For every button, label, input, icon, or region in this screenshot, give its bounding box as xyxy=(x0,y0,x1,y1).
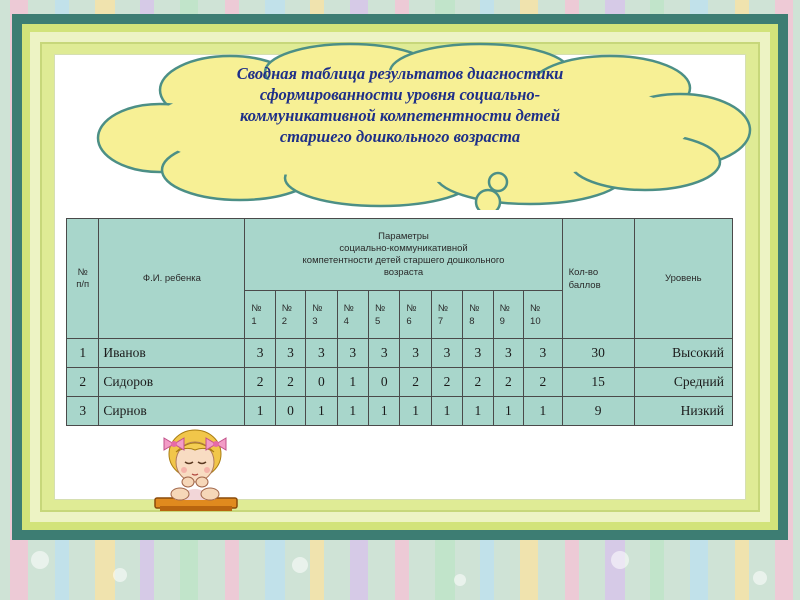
page-title: Сводная таблица результатов диагностики сформированности уровня социально- коммуникативной компетентности детей старшего дошкольного возраста xyxy=(236,64,564,146)
level-cell: Средний xyxy=(634,368,732,397)
score-cell: 1 xyxy=(493,397,523,426)
table-row xyxy=(67,339,733,368)
row-number: 3 xyxy=(67,397,99,426)
score-cell: 3 xyxy=(275,339,305,368)
total-score: 15 xyxy=(562,368,634,397)
score-cell: 2 xyxy=(400,368,431,397)
child-name: Сидоров xyxy=(99,368,245,397)
score-cell: 0 xyxy=(306,368,337,397)
score-cell: 1 xyxy=(306,397,337,426)
score-cell: 2 xyxy=(524,368,563,397)
param-header: № 5 xyxy=(369,291,400,339)
score-cell: 0 xyxy=(369,368,400,397)
param-header: № 3 xyxy=(306,291,337,339)
score-cell: 2 xyxy=(431,368,462,397)
param-header: № 4 xyxy=(337,291,368,339)
score-cell: 3 xyxy=(524,339,563,368)
score-cell: 3 xyxy=(400,339,431,368)
score-cell: 3 xyxy=(463,339,493,368)
row-number: 2 xyxy=(67,368,99,397)
score-cell: 1 xyxy=(369,397,400,426)
score-cell: 1 xyxy=(431,397,462,426)
total-score: 30 xyxy=(562,339,634,368)
girl-at-desk-icon xyxy=(150,420,240,520)
score-cell: 3 xyxy=(337,339,368,368)
row-number: 1 xyxy=(67,339,99,368)
score-cell: 1 xyxy=(337,368,368,397)
param-header: № 2 xyxy=(275,291,305,339)
score-cell: 2 xyxy=(493,368,523,397)
score-cell: 1 xyxy=(337,397,368,426)
header-score: Кол-во баллов xyxy=(562,219,634,339)
child-name: Иванов xyxy=(99,339,245,368)
level-cell: Низкий xyxy=(634,397,732,426)
header-level: Уровень xyxy=(634,219,732,339)
score-cell: 1 xyxy=(524,397,563,426)
score-cell: 2 xyxy=(463,368,493,397)
child-name: Сирнов xyxy=(99,397,245,426)
param-header: № 8 xyxy=(463,291,493,339)
param-header: № 6 xyxy=(400,291,431,339)
param-header: № 1 xyxy=(245,291,275,339)
score-cell: 3 xyxy=(493,339,523,368)
header-parameters: Параметры социально-коммуникативной компетентности детей старшего дошкольного возраста xyxy=(245,219,562,291)
score-cell: 3 xyxy=(245,339,275,368)
header-number: № п/п xyxy=(67,219,99,339)
score-cell: 1 xyxy=(463,397,493,426)
score-cell: 3 xyxy=(369,339,400,368)
param-header: № 10 xyxy=(524,291,563,339)
score-cell: 0 xyxy=(275,397,305,426)
score-cell: 3 xyxy=(431,339,462,368)
total-score: 9 xyxy=(562,397,634,426)
header-child-name: Ф.И. ребенка xyxy=(99,219,245,339)
score-cell: 3 xyxy=(306,339,337,368)
param-header: № 9 xyxy=(493,291,523,339)
score-cell: 1 xyxy=(400,397,431,426)
table-header-row xyxy=(67,219,733,291)
table-row xyxy=(67,368,733,397)
results-table xyxy=(66,218,733,426)
score-cell: 2 xyxy=(275,368,305,397)
score-cell: 2 xyxy=(245,368,275,397)
level-cell: Высокий xyxy=(634,339,732,368)
score-cell: 1 xyxy=(245,397,275,426)
param-header: № 7 xyxy=(431,291,462,339)
